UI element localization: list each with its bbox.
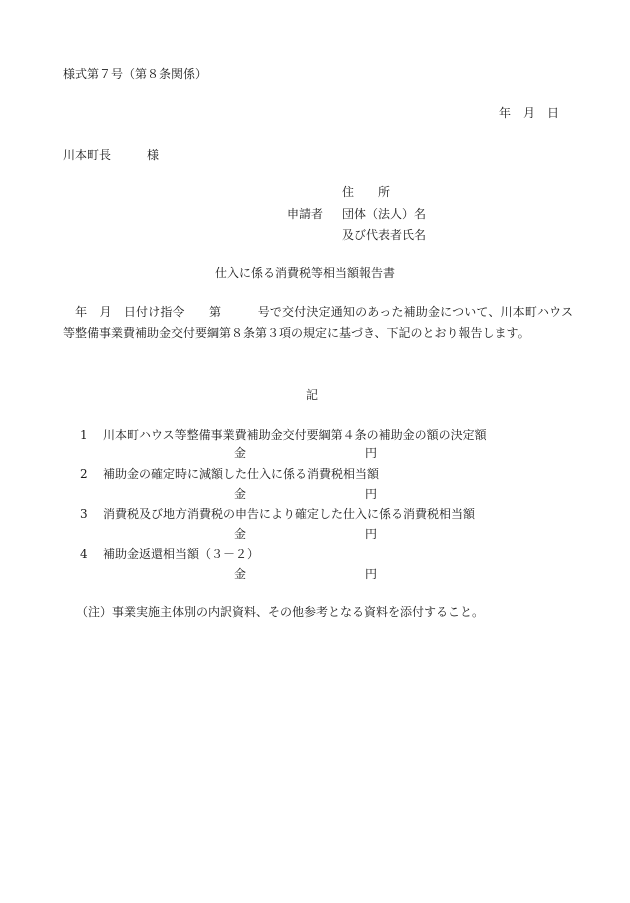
- address-label: 住 所: [342, 185, 391, 199]
- item-label: 消費税及び地方消費税の申告により確定した仕入に係る消費税相当額: [103, 507, 476, 521]
- item-label: 補助金返還相当額（３－２）: [103, 547, 260, 561]
- attachment-note: （注）事業実施主体別の内訳資料、その他参考となる資料を添付すること。: [76, 605, 485, 619]
- representative-label: 及び代表者氏名: [342, 228, 427, 242]
- date-line: 年 月 日: [499, 106, 560, 120]
- amount-kin: 金: [234, 446, 247, 460]
- amount-yen: 円: [365, 527, 378, 541]
- addressee: 川本町長 様: [63, 148, 160, 162]
- amount-kin: 金: [234, 487, 247, 501]
- amount-kin: 金: [234, 527, 247, 541]
- amount-yen: 円: [365, 487, 378, 501]
- amount-yen: 円: [365, 567, 378, 581]
- form-number: 様式第７号（第８条関係）: [63, 67, 208, 81]
- ki-heading: 記: [306, 388, 319, 402]
- document-title: 仕入に係る消費税等相当額報告書: [215, 266, 396, 280]
- item-label: 補助金の確定時に減額した仕入に係る消費税相当額: [103, 467, 380, 481]
- item-number: 1: [80, 428, 88, 442]
- applicant-label: 申請者: [287, 207, 324, 221]
- group-name-label: 団体（法人）名: [342, 207, 427, 221]
- amount-kin: 金: [234, 567, 247, 581]
- amount-yen: 円: [365, 446, 378, 460]
- item-number: 3: [80, 507, 88, 521]
- item-label: 川本町ハウス等整備事業費補助金交付要綱第４条の補助金の額の決定額: [103, 428, 487, 442]
- item-number: 4: [80, 547, 88, 561]
- body-paragraph: 年 月 日付け指令 第 号で交付決定通知のあった補助金について、川本町ハウス等整備事業費補助金交付要綱第８条第３項の規定に基づき、下記のとおり報告します。: [63, 305, 573, 340]
- item-number: 2: [80, 467, 88, 481]
